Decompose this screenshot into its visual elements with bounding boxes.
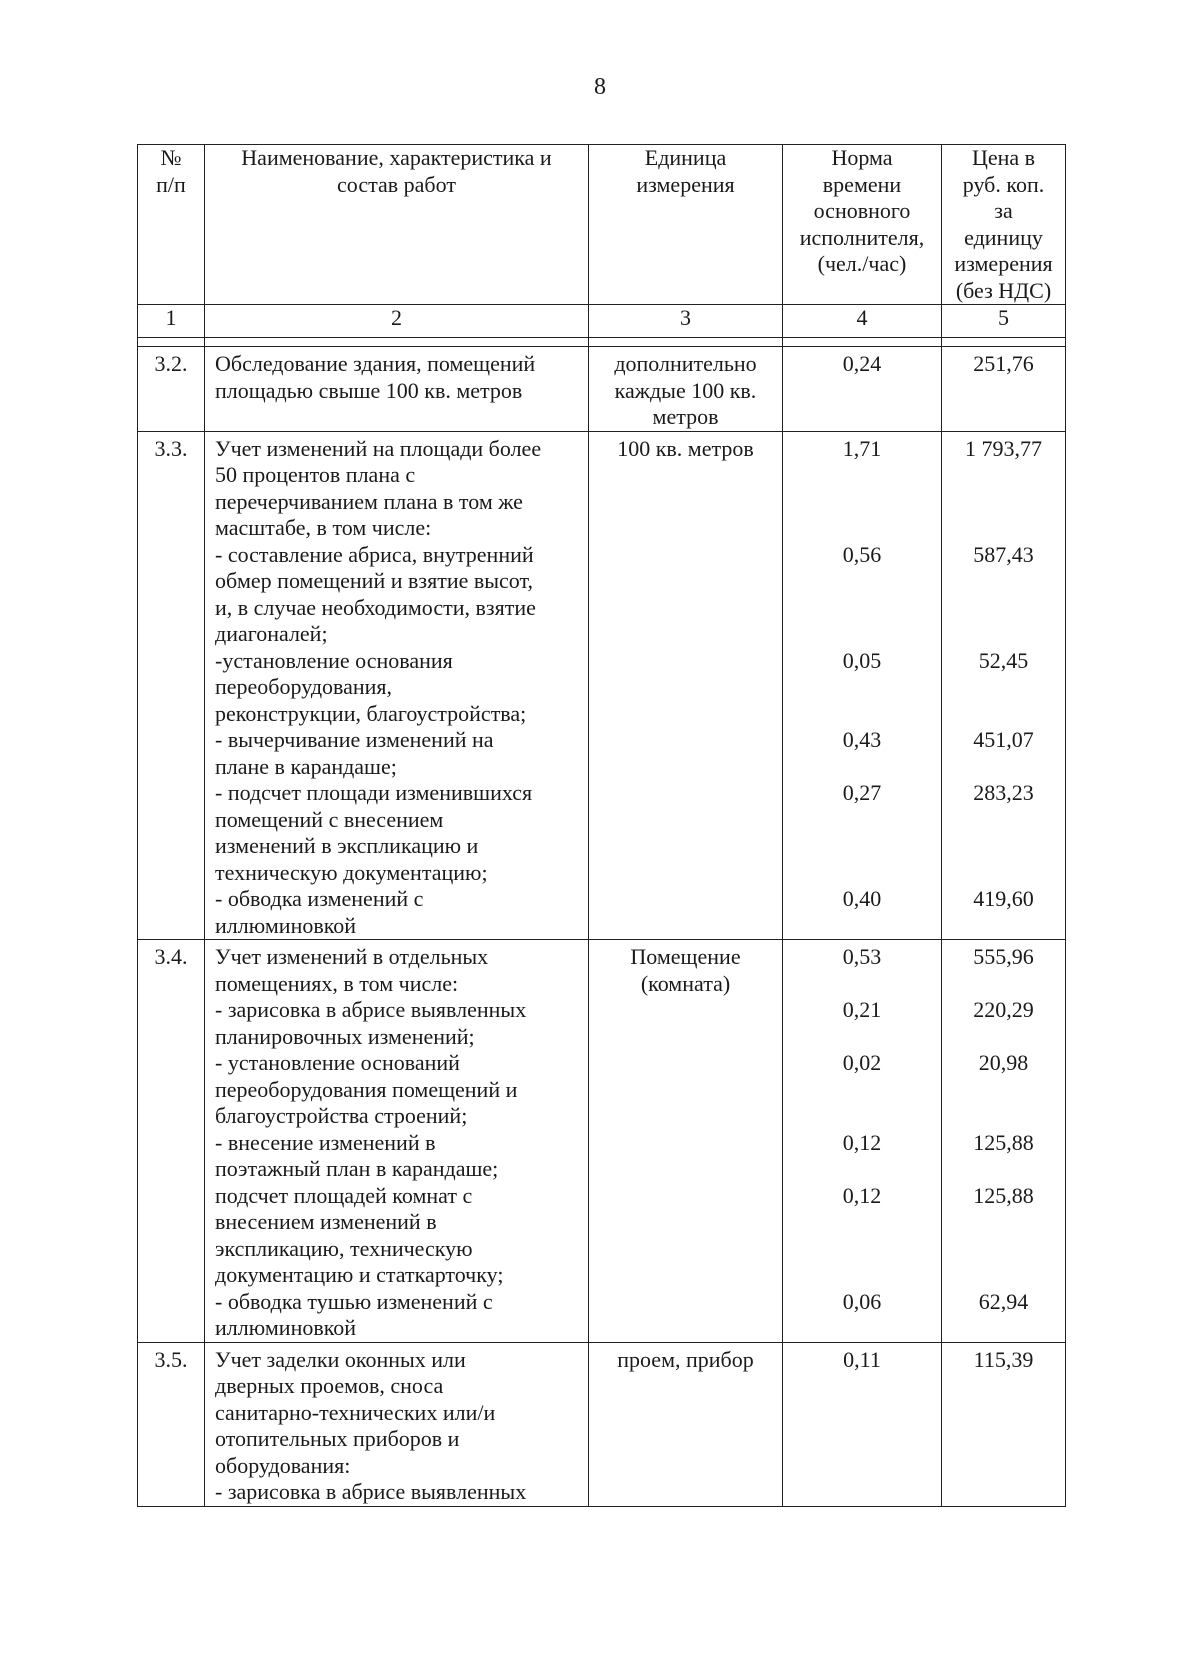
column-number: 3 xyxy=(589,305,783,338)
header-text: измерения xyxy=(954,251,1053,276)
header-text: Наименование, характеристика и xyxy=(241,145,552,170)
description-line: Учет заделки оконных или xyxy=(215,1346,466,1372)
spacer-cell xyxy=(205,338,589,347)
blank-line xyxy=(942,595,1065,622)
price-value: 451,07 xyxy=(973,727,1034,752)
blank-line xyxy=(783,701,941,728)
unit-line: метров xyxy=(652,404,719,429)
header-text: Цена в xyxy=(971,145,1036,170)
row-description xyxy=(205,1342,589,1506)
row-norm xyxy=(783,431,942,940)
blank-line xyxy=(942,515,1065,542)
blank-line xyxy=(942,621,1065,648)
description-line: плане в карандаше; xyxy=(215,753,397,779)
blank-line xyxy=(942,674,1065,701)
blank-line xyxy=(942,701,1065,728)
pricing-table xyxy=(137,144,1066,1507)
price-value: 62,94 xyxy=(978,1288,1029,1314)
norm-value: 0,56 xyxy=(842,541,882,567)
spacer-cell xyxy=(138,338,205,347)
row-price xyxy=(942,1342,1066,1506)
column-number: 2 xyxy=(205,305,589,338)
blank-line xyxy=(942,971,1065,998)
blank-line xyxy=(783,515,941,542)
column-number: 4 xyxy=(783,305,942,338)
blank-line xyxy=(783,860,941,887)
description-line: санитарно-технических или/и xyxy=(215,1399,496,1425)
spacer-cell xyxy=(589,338,783,347)
description-line: - зарисовка в абрисе выявленных xyxy=(215,1479,527,1504)
price-value: 125,88 xyxy=(973,1182,1034,1208)
table-row xyxy=(138,940,1066,1343)
price-value: 1 793,77 xyxy=(965,435,1042,461)
blank-line xyxy=(942,860,1065,887)
description-line: планировочных изменений; xyxy=(215,1023,475,1049)
blank-line xyxy=(942,1156,1065,1183)
header-text: за xyxy=(994,198,1013,223)
norm-value: 0,02 xyxy=(842,1050,882,1075)
description-line: техническую документацию; xyxy=(215,859,488,885)
blank-line xyxy=(783,489,941,516)
description-line: Учет изменений на площади более xyxy=(215,435,542,461)
description-line: - вычерчивание изменений на xyxy=(215,727,494,752)
header-text: времени xyxy=(822,171,902,197)
description-line: переоборудования, xyxy=(215,674,393,699)
description-line: - внесение изменений в xyxy=(215,1129,436,1155)
table-header-row xyxy=(138,145,1066,305)
price-value: 419,60 xyxy=(973,886,1034,911)
blank-line xyxy=(942,1103,1065,1130)
description-line: - обводка тушью изменений с xyxy=(215,1288,493,1314)
blank-line xyxy=(783,1262,941,1289)
blank-line xyxy=(783,1077,941,1104)
blank-line xyxy=(783,754,941,781)
blank-line xyxy=(783,1024,941,1051)
norm-value: 0,53 xyxy=(842,944,882,969)
blank-line xyxy=(942,807,1065,834)
header-text: (без НДС) xyxy=(955,277,1052,303)
description-line: иллюминовкой xyxy=(215,912,357,938)
header-text: исполнителя, xyxy=(799,224,925,250)
row-unit xyxy=(589,1342,783,1506)
table-row xyxy=(138,1342,1066,1506)
header-cell-name xyxy=(205,145,589,305)
header-text: № xyxy=(160,145,182,170)
row-description xyxy=(205,431,589,940)
price-value: 555,96 xyxy=(973,944,1034,969)
description-line: обмер помещений и взятие высот, xyxy=(215,568,533,593)
norm-value: 0,27 xyxy=(842,780,882,805)
price-value: 587,43 xyxy=(973,541,1034,567)
header-text: состав работ xyxy=(337,171,456,197)
description-line: подсчет площадей комнат с xyxy=(215,1182,473,1208)
table-row xyxy=(138,347,1066,432)
description-line: помещениях, в том числе: xyxy=(215,970,459,996)
header-text: (чел./час) xyxy=(817,251,907,276)
description-line: реконструкции, благоустройства; xyxy=(215,700,527,726)
row-price xyxy=(942,431,1066,940)
norm-value: 0,40 xyxy=(842,886,882,911)
header-cell-unit xyxy=(589,145,783,305)
blank-line xyxy=(942,462,1065,489)
row-description xyxy=(205,940,589,1343)
norm-value: 0,05 xyxy=(842,647,882,673)
description-line: дверных проемов, сноса xyxy=(215,1373,444,1398)
description-line: помещений с внесением xyxy=(215,806,444,832)
header-text: единицу xyxy=(964,224,1043,250)
price-value: 52,45 xyxy=(978,647,1029,673)
description-line: - составление абриса, внутренний xyxy=(215,541,534,567)
blank-line xyxy=(783,621,941,648)
norm-value: 0,43 xyxy=(842,727,882,752)
blank-line xyxy=(783,595,941,622)
spacer-cell xyxy=(942,338,1066,347)
description-line: внесением изменений в xyxy=(215,1209,437,1234)
norm-value: 0,12 xyxy=(842,1182,882,1208)
norm-value: 0,21 xyxy=(842,997,882,1022)
unit-line: проем, прибор xyxy=(617,1346,754,1372)
price-value: 220,29 xyxy=(973,997,1034,1022)
description-line: иллюминовкой xyxy=(215,1315,357,1340)
norm-value: 1,71 xyxy=(842,435,882,461)
blank-line xyxy=(783,971,941,998)
column-number: 5 xyxy=(942,305,1066,338)
blank-line xyxy=(942,1077,1065,1104)
description-line: изменений в экспликацию и xyxy=(215,833,479,858)
unit-line: дополнительно xyxy=(614,351,757,376)
blank-line xyxy=(942,833,1065,860)
description-line: благоустройства строений; xyxy=(215,1103,468,1128)
row-norm xyxy=(783,940,942,1343)
header-text: Единица xyxy=(644,145,727,170)
header-cell-price xyxy=(942,145,1066,305)
row-number: 3.5. xyxy=(138,1342,205,1506)
blank-line xyxy=(942,1262,1065,1289)
description-line: поэтажный план в карандаше; xyxy=(215,1156,499,1181)
price-value: 115,39 xyxy=(973,1346,1034,1372)
header-text: Норма xyxy=(831,145,893,170)
unit-line: 100 кв. метров xyxy=(617,435,754,461)
price-value: 20,98 xyxy=(978,1050,1029,1075)
row-unit xyxy=(589,940,783,1343)
norm-value: 0,06 xyxy=(842,1288,882,1314)
column-numbers-row xyxy=(138,305,1066,338)
description-line: 50 процентов плана с xyxy=(215,462,416,487)
blank-line xyxy=(783,1236,941,1263)
description-line: площадью свыше 100 кв. метров xyxy=(215,377,523,403)
blank-line xyxy=(783,568,941,595)
price-value: 283,23 xyxy=(973,780,1034,805)
description-line: Учет изменений в отдельных xyxy=(215,944,489,969)
norm-value: 0,24 xyxy=(842,351,882,376)
row-unit xyxy=(589,431,783,940)
header-text: п/п xyxy=(156,171,186,197)
row-number: 3.4. xyxy=(138,940,205,1343)
header-text: измерения xyxy=(636,171,735,197)
blank-line xyxy=(942,1024,1065,1051)
description-line: и, в случае необходимости, взятие xyxy=(215,594,536,620)
price-value: 251,76 xyxy=(973,351,1034,376)
blank-line xyxy=(942,1209,1065,1236)
blank-line xyxy=(783,807,941,834)
description-line: - установление оснований xyxy=(215,1050,460,1075)
description-line: - обводка изменений с xyxy=(215,886,424,911)
column-number: 1 xyxy=(138,305,205,338)
blank-line xyxy=(783,1156,941,1183)
description-line: -установление основания xyxy=(215,647,453,673)
table-row xyxy=(138,431,1066,940)
description-line: - подсчет площади изменившихся xyxy=(215,780,533,805)
price-value: 125,88 xyxy=(973,1129,1034,1155)
row-unit xyxy=(589,347,783,432)
row-price xyxy=(942,347,1066,432)
row-number: 3.2. xyxy=(138,347,205,432)
blank-line xyxy=(942,754,1065,781)
blank-line xyxy=(942,568,1065,595)
description-line: - зарисовка в абрисе выявленных xyxy=(215,997,527,1022)
blank-line xyxy=(942,1236,1065,1263)
unit-line: (комната) xyxy=(640,970,731,996)
description-line: документацию и статкарточку; xyxy=(215,1262,504,1287)
description-line: экспликацию, техническую xyxy=(215,1235,473,1261)
blank-line xyxy=(783,833,941,860)
description-line: масштабе, в том числе: xyxy=(215,515,432,540)
description-line: Обследование здания, помещений xyxy=(215,351,536,376)
unit-line: Помещение xyxy=(630,944,741,969)
description-line: перечерчиванием плана в том же xyxy=(215,488,523,514)
spacer-row xyxy=(138,338,1066,347)
header-cell-norm xyxy=(783,145,942,305)
description-line: отопительных приборов и xyxy=(215,1426,460,1451)
norm-value: 0,11 xyxy=(843,1346,881,1372)
description-line: диагоналей; xyxy=(215,621,328,646)
row-number: 3.3. xyxy=(138,431,205,940)
description-line: переоборудования помещений и xyxy=(215,1076,518,1102)
blank-line xyxy=(942,489,1065,516)
blank-line xyxy=(783,462,941,489)
row-norm xyxy=(783,1342,942,1506)
description-line: оборудования: xyxy=(215,1452,351,1478)
unit-line: каждые 100 кв. xyxy=(614,377,757,403)
row-price xyxy=(942,940,1066,1343)
row-norm xyxy=(783,347,942,432)
blank-line xyxy=(783,1103,941,1130)
norm-value: 0,12 xyxy=(842,1129,882,1155)
page-number: 8 xyxy=(594,74,606,100)
blank-line xyxy=(783,1209,941,1236)
header-text: руб. коп. xyxy=(962,171,1045,197)
row-description xyxy=(205,347,589,432)
spacer-cell xyxy=(783,338,942,347)
blank-line xyxy=(783,674,941,701)
header-cell-number xyxy=(138,145,205,305)
header-text: основного xyxy=(813,198,911,223)
